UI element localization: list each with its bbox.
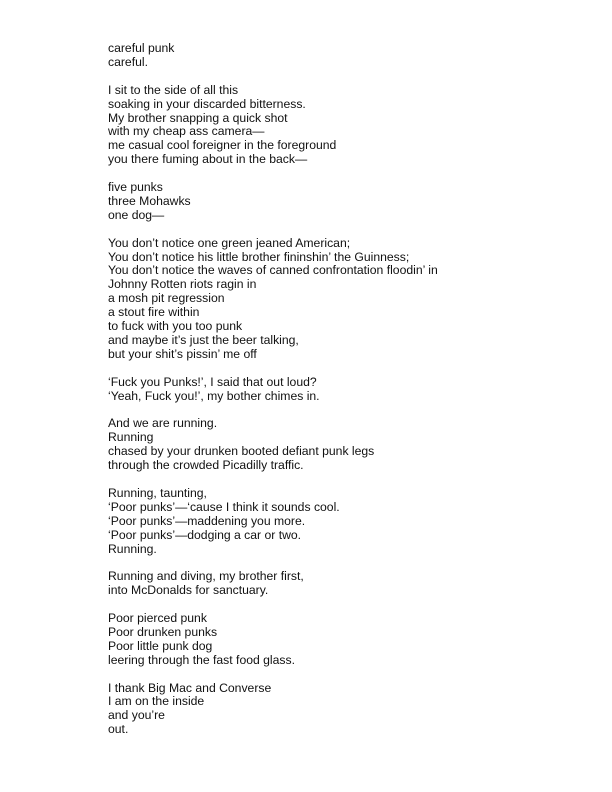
poem-line: ‘Poor punks’—dodging a car or two. — [108, 527, 302, 542]
poem-line: ‘Poor punks’—‘cause I think it sounds cool. — [108, 499, 340, 514]
poem-line: I am on the inside — [108, 694, 205, 709]
poem-line: Running. — [108, 541, 157, 556]
poem-line: ‘Fuck you Punks!’, I said that out loud? — [108, 374, 317, 389]
poem-page — [108, 42, 578, 751]
poem-line: to fuck with you too punk — [108, 319, 243, 334]
poem-line: I thank Big Mac and Converse — [108, 680, 272, 695]
poem-line: a stout fire within — [108, 305, 200, 320]
poem-line: My brother snapping a quick shot — [108, 110, 288, 125]
poem-line: and maybe it’s just the beer talking, — [108, 332, 299, 347]
poem-line: Poor little punk dog — [108, 638, 213, 653]
stanza — [108, 181, 578, 223]
stanza — [108, 42, 578, 70]
poem-line: me casual cool foreigner in the foreground — [108, 138, 337, 153]
poem-line: careful punk — [108, 41, 175, 55]
poem-line: You don’t notice his little brother fininshin’ the Guinness; — [108, 249, 410, 264]
poem-line: leering through the fast food glass. — [108, 652, 295, 667]
poem-line: ‘Poor punks’—maddening you more. — [108, 513, 306, 528]
poem-line: Johnny Rotten riots ragin in — [108, 277, 257, 292]
stanza — [108, 612, 578, 668]
poem-line: out. — [108, 722, 129, 737]
poem-line: and you’re — [108, 708, 165, 723]
poem-line: soaking in your discarded bitterness. — [108, 96, 306, 111]
poem-line: three Mohawks — [108, 193, 191, 208]
poem-line: through the crowded Picadilly traffic. — [108, 458, 304, 473]
stanza — [108, 682, 578, 738]
poem-line: but your shit’s pissin’ me off — [108, 346, 257, 361]
poem-line: I sit to the side of all this — [108, 82, 239, 97]
stanza — [108, 84, 578, 167]
poem-line: into McDonalds for sanctuary. — [108, 583, 269, 598]
stanza — [108, 487, 578, 557]
stanza — [108, 237, 578, 362]
poem-line: one dog— — [108, 207, 165, 222]
poem-line: Running and diving, my brother first, — [108, 569, 304, 584]
poem-line: with my cheap ass camera— — [108, 124, 265, 139]
poem-line: You don’t notice the waves of canned confrontation floodin’ in — [108, 263, 438, 278]
poem-line: you there fuming about in the back— — [108, 152, 308, 167]
poem-line: Poor pierced punk — [108, 611, 207, 626]
poem-line: chased by your drunken booted defiant punk legs — [108, 444, 375, 459]
poem-line: Running, taunting, — [108, 485, 207, 500]
poem-line: ‘Yeah, Fuck you!’, my bother chimes in. — [108, 388, 320, 403]
poem-line: And we are running. — [108, 416, 218, 431]
stanza — [108, 376, 578, 404]
stanza — [108, 417, 578, 473]
poem-line: Running — [108, 430, 154, 445]
poem-line: You don’t notice one green jeaned American; — [108, 235, 351, 250]
poem-line: a mosh pit regression — [108, 291, 225, 306]
poem-line: careful. — [108, 54, 148, 69]
poem-line: Poor drunken punks — [108, 624, 218, 639]
stanza — [108, 570, 578, 598]
poem-line: five punks — [108, 180, 163, 195]
